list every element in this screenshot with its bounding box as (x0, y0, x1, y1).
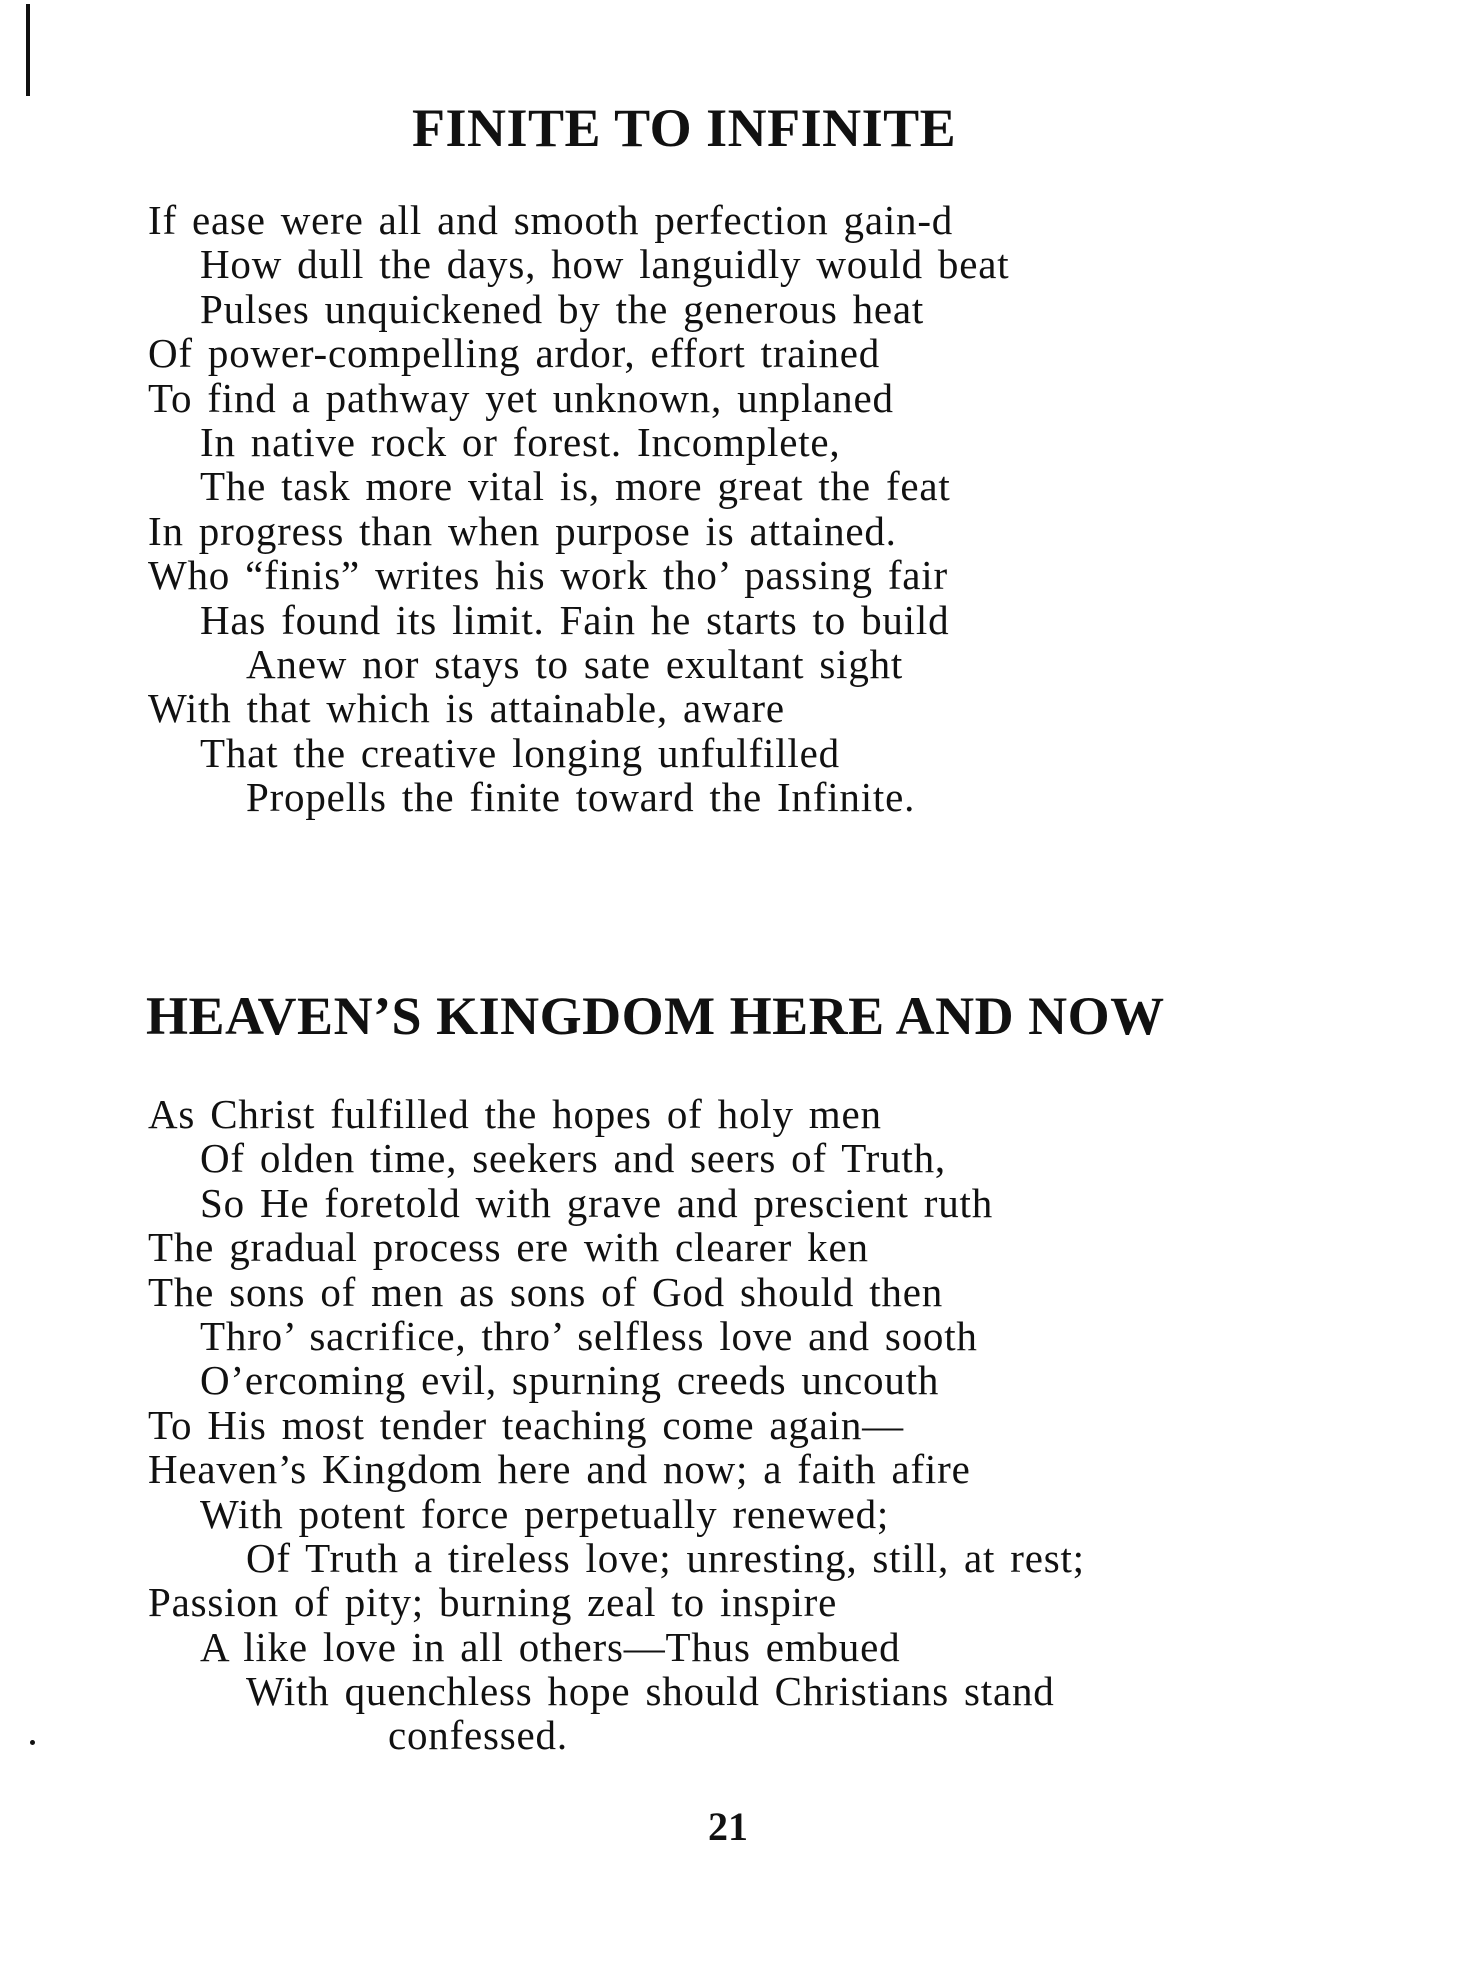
poem-line: Passion of pity; burning zeal to inspire (148, 1579, 838, 1626)
poem-line: Pulses unquickened by the generous heat (200, 285, 925, 332)
poem-line: Anew nor stays to sate exultant sight (246, 640, 904, 687)
poem-title: HEAVEN’S KINGDOM HERE AND NOW (146, 986, 1165, 1046)
poem-line: In progress than when purpose is attained. (148, 507, 897, 554)
poem-line: O’ercoming evil, spurning creeds uncouth (200, 1357, 940, 1404)
poem-line: Of olden time, seekers and seers of Truth, (200, 1135, 946, 1182)
page-number: 21 (708, 1804, 748, 1849)
poem-line: With quenchless hope should Christians stand (246, 1668, 1055, 1715)
poem-line: Who “finis” writes his work tho’ passing fair (148, 552, 948, 599)
poem-line: Heaven’s Kingdom here and now; a faith afire (148, 1446, 971, 1493)
poem-line: With potent force perpetually renewed; (200, 1490, 890, 1537)
poem-line: As Christ fulfilled the hopes of holy men (148, 1091, 882, 1137)
poem-line: To His most tender teaching come again— (148, 1401, 904, 1448)
poem-line: Thro’ sacrifice, thro’ selfless love and sooth (200, 1312, 978, 1359)
poem-line: Has found its limit. Fain he starts to build (200, 596, 950, 643)
poem-body (148, 1092, 1085, 1758)
margin-rule-mark (26, 4, 30, 96)
poem-line: In native rock or forest. Incomplete, (200, 418, 841, 465)
poem-line: How dull the days, how languidly would beat (200, 241, 1010, 288)
poem-line: Of power-compelling ardor, effort trained (148, 330, 881, 377)
margin-dot-mark (30, 1740, 35, 1745)
poem-line: That the creative longing unfulfilled (200, 729, 840, 776)
poem-line: The task more vital is, more great the feat (200, 463, 951, 510)
poem-line: Of Truth a tireless love; unresting, still, at rest; (246, 1534, 1085, 1581)
poem-line: With that which is attainable, aware (148, 685, 785, 732)
poem-line: The gradual process ere with clearer ken (148, 1224, 869, 1271)
poem-line: If ease were all and smooth perfection gain-d (148, 197, 954, 243)
poem-line: Propells the finite toward the Infinite. (246, 774, 916, 821)
poem-line: A like love in all others—Thus embued (200, 1623, 901, 1670)
poem-line: To find a pathway yet unknown, unplaned (148, 374, 894, 421)
poem-title: FINITE TO INFINITE (412, 98, 957, 158)
poem-body (148, 198, 1009, 819)
poem-line: confessed. (388, 1712, 568, 1759)
poem-line: So He foretold with grave and prescient ruth (200, 1179, 994, 1226)
poem-line: The sons of men as sons of God should then (148, 1268, 944, 1315)
